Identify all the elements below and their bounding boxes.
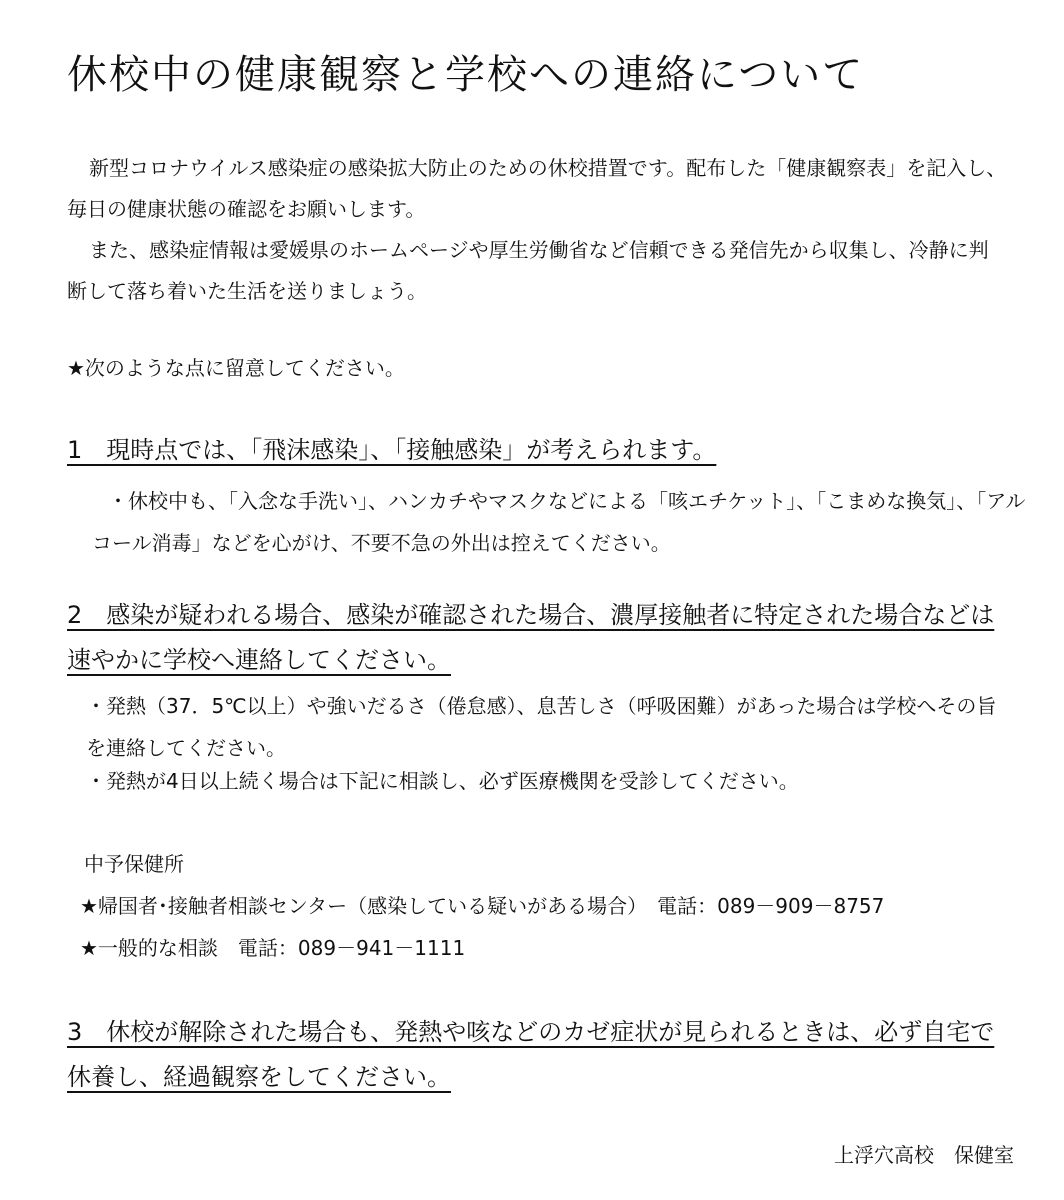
section-2-bullet-1: ・発熱（37．5℃以上）や強いだるさ（倦怠感）、息苦しさ（呼吸困難）があった場合は学校へその旨を連絡してください。 xyxy=(86,694,997,760)
intro-paragraph-2: また、感染症情報は愛媛県のホームページや厚生労働省など信頼できる発信先から収集し、冷静に判断して落ち着いた生活を送りましょう。 xyxy=(67,238,989,303)
section-1-heading xyxy=(67,428,1007,473)
section-2-heading-text: 2 感染が疑われる場合、感染が確認された場合、濃厚接触者に特定された場合などは速やかに学校へ連絡してください。 xyxy=(67,601,995,674)
section-3-heading-text: 3 休校が解除された場合も、発熱や咳などのカゼ症状が見られるときは、必ず自宅で休養し、経過観察をしてください。 xyxy=(67,1018,995,1091)
section-3-heading xyxy=(67,1010,1007,1100)
section-2-heading xyxy=(67,593,1007,683)
section-1-heading-text: 1 現時点では、「飛沫感染」、「接触感染」が考えられます。 xyxy=(67,436,717,464)
health-center-contact-2: ★一般的な相談 電話：089－941－1111 xyxy=(80,936,466,960)
section-2-bullet-2: ・発熱が4日以上続く場合は下記に相談し、必ず医療機関を受診してください。 xyxy=(86,769,799,793)
health-center-name: 中予保健所 xyxy=(84,852,184,876)
footer-signature: 上浮穴高校 保健室 xyxy=(834,1143,1014,1167)
notice-line: ★次のような点に留意してください。 xyxy=(67,356,405,380)
health-center-contact-1: ★帰国者･接触者相談センター（感染している疑いがある場合） 電話：089－909－8757 xyxy=(80,894,885,918)
section-1-bullet-1: ・休校中も、「入念な手洗い」、ハンカチやマスクなどによる「咳エチケット」、「こまめな換気」、「アルコール消毒」などを心がけ、不要不急の外出は控えてください。 xyxy=(92,489,1026,555)
intro-paragraph-1: 新型コロナウイルス感染症の感染拡大防止のための休校措置です。配布した「健康観察表」を記入し、毎日の健康状態の確認をお願いします。 xyxy=(67,156,1007,221)
document-title: 休校中の健康観察と学校への連絡について xyxy=(67,52,865,98)
